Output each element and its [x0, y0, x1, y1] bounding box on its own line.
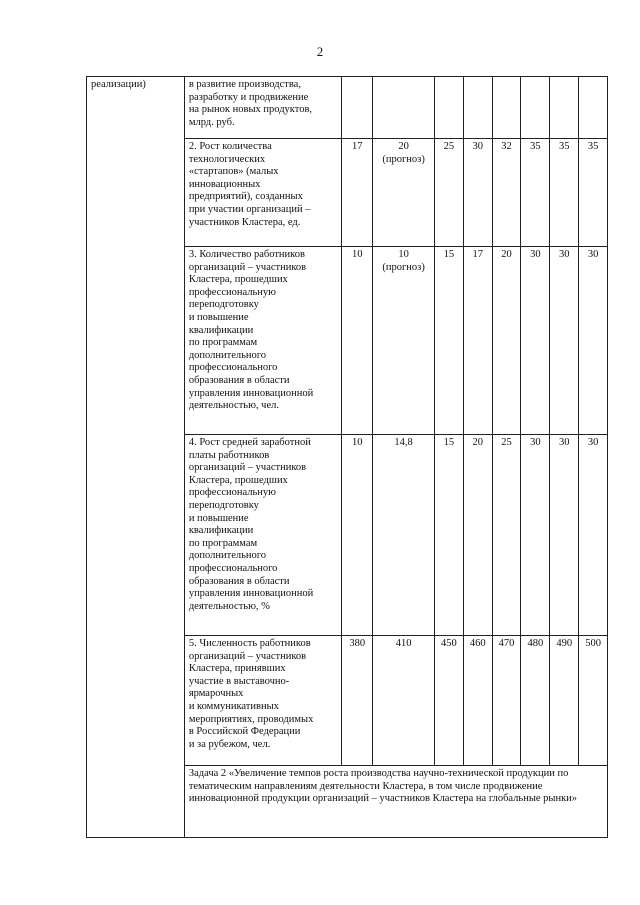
forecast-number: 410 — [395, 638, 412, 649]
year-value: 500 — [579, 636, 608, 766]
forecast-number: 10 — [398, 249, 409, 260]
year-value: 17 — [463, 247, 492, 435]
base-value: 17 — [342, 139, 373, 247]
cell-empty — [463, 77, 492, 139]
forecast-note: (прогноз) — [382, 153, 425, 165]
year-value: 25 — [492, 435, 521, 636]
task-2-text: Задача 2 «Увеличение темпов роста производства научно-технической продукции по тематическим направлениям деятельности Кластера, в том числе продвижение инновационной продукции организаций – участников Кластера на глобальные рынки» — [184, 766, 607, 838]
cell-empty — [434, 77, 463, 139]
year-value: 480 — [521, 636, 550, 766]
forecast-value — [373, 247, 435, 435]
indicators-table — [86, 76, 608, 838]
year-value: 15 — [434, 435, 463, 636]
year-value: 30 — [521, 247, 550, 435]
year-value: 470 — [492, 636, 521, 766]
forecast-value — [373, 435, 435, 636]
cell-empty — [579, 77, 608, 139]
indicator-continuation: в развитие производства, разработку и продвижение на рынок новых продуктов, млрд. руб. — [184, 77, 342, 139]
year-value: 30 — [550, 247, 579, 435]
forecast-number: 20 — [398, 141, 409, 152]
year-value: 20 — [492, 247, 521, 435]
year-value: 460 — [463, 636, 492, 766]
cell-empty — [342, 77, 373, 139]
cell-empty — [373, 77, 435, 139]
base-value: 380 — [342, 636, 373, 766]
year-value: 35 — [579, 139, 608, 247]
year-value: 490 — [550, 636, 579, 766]
goal-cell: реализации) — [87, 77, 185, 838]
year-value: 30 — [463, 139, 492, 247]
cell-empty — [521, 77, 550, 139]
forecast-note: (прогноз) — [382, 261, 425, 273]
year-value: 35 — [521, 139, 550, 247]
year-value: 30 — [579, 247, 608, 435]
year-value: 35 — [550, 139, 579, 247]
year-value: 32 — [492, 139, 521, 247]
forecast-value — [373, 636, 435, 766]
cell-empty — [550, 77, 579, 139]
year-value: 25 — [434, 139, 463, 247]
indicator-3: 3. Количество работников организаций – участников Кластера, прошедших профессиональную переподготовку и повышение квалификации по программам дополнительного профессионального образования в области управления инновационной деятельностью, чел. — [184, 247, 342, 435]
year-value: 30 — [521, 435, 550, 636]
page-number: 2 — [316, 44, 324, 59]
cell-empty — [492, 77, 521, 139]
base-value: 10 — [342, 435, 373, 636]
forecast-value — [373, 139, 435, 247]
year-value: 30 — [550, 435, 579, 636]
year-value: 15 — [434, 247, 463, 435]
forecast-number: 14,8 — [394, 437, 413, 448]
year-value: 20 — [463, 435, 492, 636]
indicator-2: 2. Рост количества технологических «стартапов» (малых инновационных предприятий), созданных при участии организаций – участников Кластера, ед. — [184, 139, 342, 247]
indicator-4: 4. Рост средней заработной платы работников организаций – участников Кластера, прошедших профессиональную переподготовку и повышение квалификации по программам дополнительного профессионального образования в области управления инновационной деятельностью, % — [184, 435, 342, 636]
indicator-5: 5. Численность работников организаций – участников Кластера, принявших участие в выставочно- ярмарочных и коммуникативных мероприятиях, проводимых в Российской Федерации и за рубежом, чел. — [184, 636, 342, 766]
base-value: 10 — [342, 247, 373, 435]
year-value: 30 — [579, 435, 608, 636]
year-value: 450 — [434, 636, 463, 766]
table-row-continuation — [87, 77, 608, 139]
